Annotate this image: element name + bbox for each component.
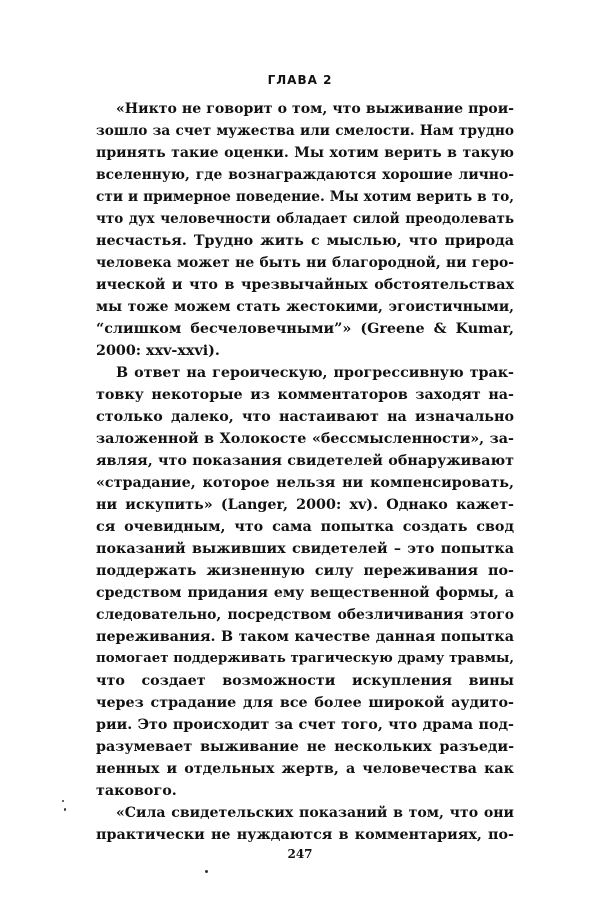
text-line: разумевает выживание не нескольких разъеди- [96, 739, 514, 755]
text-line: следовательно, посредством обезличивания этого [96, 607, 514, 623]
page-number: 247 [287, 847, 313, 861]
text-line: рии. Это происходит за счет того, что драма под- [96, 717, 514, 733]
text-line: В ответ на героическую, прогрессивную трак- [116, 365, 514, 381]
scan-speck [205, 870, 208, 873]
text-line: принять такие оценки. Мы хотим верить в такую [96, 145, 514, 161]
text-line: ической и что в чрезвычайных обстоятельствах [96, 277, 514, 293]
text-line: мы тоже можем стать жестокими, эгоистичными, [96, 299, 514, 315]
text-line: «Никто не говорит о том, что выживание прои- [116, 101, 514, 117]
text-line: что дух человечности обладает силой преодолевать [96, 211, 514, 227]
text-line: заложенной в Холокосте «бессмысленности», за- [96, 431, 514, 447]
text-line: зошло за счет мужества или смелости. Нам трудно [96, 123, 514, 139]
text-line: «страдание, которое нельзя ни компенсировать, [96, 475, 514, 491]
text-line: средством придания ему вещественной формы, а [96, 585, 514, 601]
text-line: ся очевидным, что сама попытка создать свод [96, 519, 514, 535]
text-line: “слишком бесчеловечными”» (Greene & Kumar, [96, 321, 514, 337]
text-line: человека может не быть ни благородной, ни геро- [96, 255, 514, 271]
text-line: являя, что показания свидетелей обнаруживают [96, 453, 514, 469]
text-line: товку некоторые из комментаторов заходят на- [96, 387, 514, 403]
text-line: поддержать жизненную силу переживания по- [96, 563, 514, 579]
text-line: ни искупить» (Langer, 2000: xv). Однако кажет- [96, 497, 514, 513]
chapter-header: ГЛАВА 2 [267, 73, 333, 87]
text-line: помогает поддерживать трагическую драму травмы, [96, 651, 514, 666]
text-line: «Сила свидетельских показаний в том, что они [116, 805, 514, 821]
text-line: показаний выживших свидетелей – это попытка [96, 541, 514, 557]
text-line: такового. [96, 783, 177, 799]
text-line: что создает возможности искупления вины [96, 673, 514, 689]
text-line: столько далеко, что настаивают на изначально [96, 409, 514, 425]
text-line: 2000: xxv-xxvi). [96, 343, 220, 359]
paragraph [96, 98, 514, 362]
scan-speck [64, 808, 66, 811]
text-line: переживания. В таком качестве данная попытка [96, 629, 514, 645]
paragraph [96, 802, 514, 846]
text-line: сти и примерное поведение. Мы хотим верить в то, [96, 189, 514, 205]
text-line: вселенную, где вознаграждаются хорошие лично- [96, 167, 514, 183]
text-line: через страдание для все более широкой аудито- [96, 695, 514, 711]
text-line: ненных и отдельных жертв, а человечества как [96, 761, 514, 777]
body-text [96, 98, 514, 846]
text-line: практически не нуждаются в комментариях, по- [96, 827, 514, 843]
text-line: несчастья. Трудно жить с мыслью, что природа [96, 233, 514, 249]
scan-speck [62, 800, 64, 802]
paragraph [96, 362, 514, 802]
